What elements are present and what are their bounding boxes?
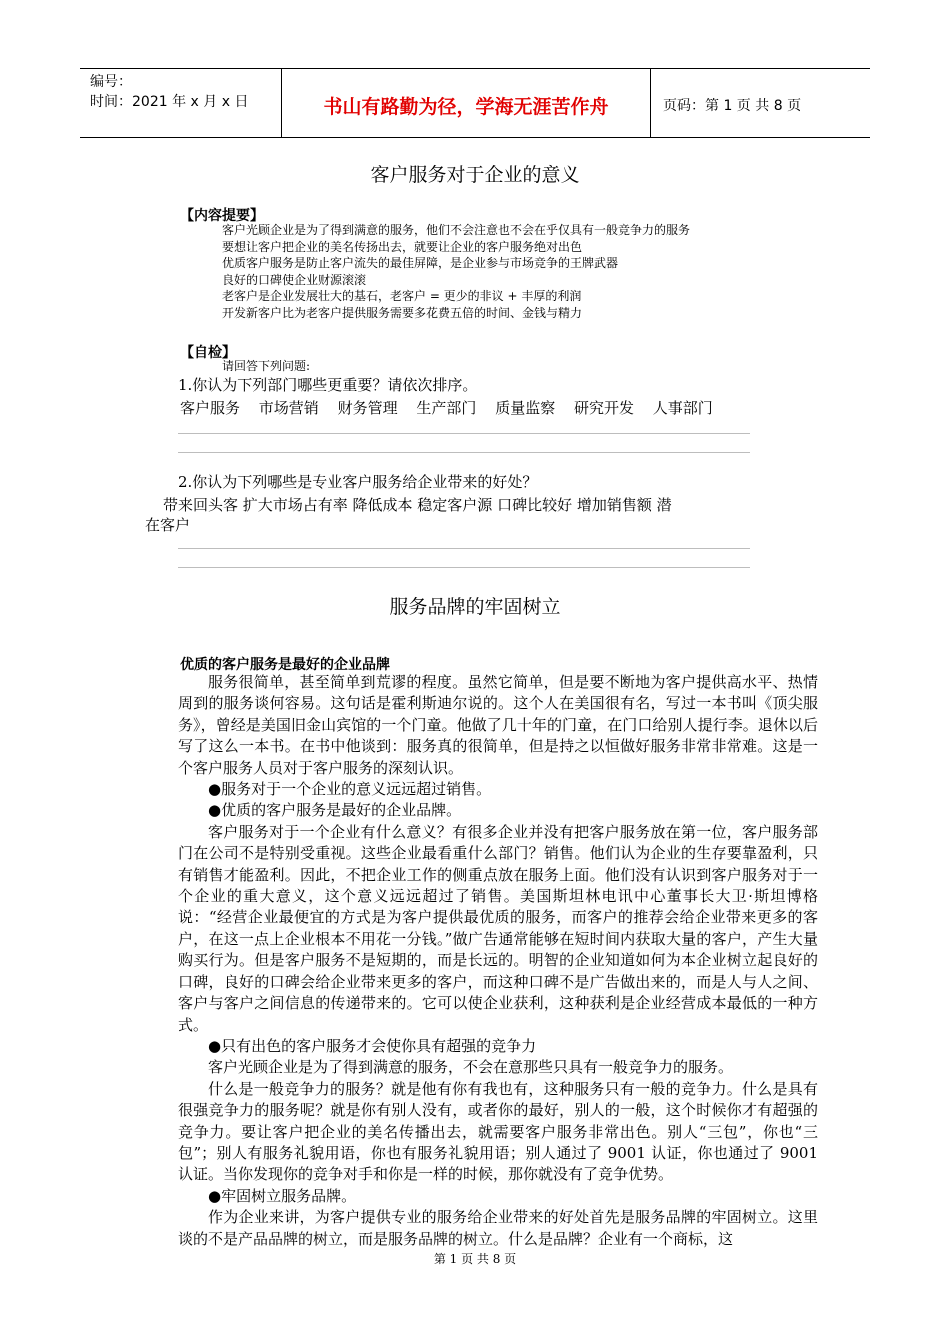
answer-line — [178, 452, 750, 453]
question-2-options: 带来回头客 扩大市场占有率 降低成本 稳定客户源 口碑比较好 增加销售额 潜 — [163, 496, 672, 514]
summary-heading: 【内容提要】 — [180, 208, 264, 224]
header-motto: 书山有路勤为径，学海无涯苦作舟 — [323, 96, 609, 118]
option: 市场营销 — [258, 399, 319, 417]
option: 人事部门 — [652, 399, 713, 417]
option: 质量监察 — [495, 399, 556, 417]
answer-line — [178, 548, 750, 549]
paragraph: 什么是一般竞争力的服务？就是他有你有我也有，这种服务只有一般的竞争力。什么是具有很强竞争力的服务呢？就是你有别人没有，或者你的最好，别人的一般，这个时候你才有超强的竞争力。要让客户把企业的美名传播出去，就需要客户服务非常出色。别人“三包”，你也“三包”；别人有服务礼貌用语，你也有服务礼貌用语；别人通过了 9001 认证，你也通过了 9001 认证。当你发现你的竞争对手和你是一样的时候，那你就没有了竞争优势。 — [178, 1079, 818, 1184]
option: 客户服务 — [180, 399, 241, 417]
page-footer: 第 1 页 共 8 页 — [433, 1252, 517, 1266]
bullet-item: ●优质的客户服务是最好的企业品牌。 — [208, 801, 462, 820]
summary-lines — [222, 222, 690, 321]
selfcheck-heading: 【自检】 — [180, 345, 236, 361]
summary-line: 老客户是企业发展壮大的基石，老客户 = 更少的非议 + 丰厚的利润 — [222, 289, 582, 303]
doc-time-label: 时间：2021 年 x 月 x 日 — [90, 94, 249, 110]
bullet-item: ●服务对于一个企业的意义远远超过销售。 — [208, 780, 492, 799]
option: 财务管理 — [337, 399, 398, 417]
paragraph: 服务很简单，甚至简单到荒谬的程度。虽然它简单，但是要不断地为客户提供高水平、热情周到的服务谈何容易。这句话是霍利斯迪尔说的。这个人在美国很有名，写过一本书叫《顶尖服务》，曾经是美国旧金山宾馆的一个门童。他做了几十年的门童，在门口给别人提行李。退休以后写了这么一本书。在书中他谈到：服务真的很简单，但是持之以恒做好服务非常非常难。这是一个客户服务人员对于客户服务的深刻认识。 — [178, 673, 818, 777]
header-page-info: 页码：第 1 页 共 8 页 — [663, 98, 802, 114]
question-1: 1.你认为下列部门哪些更重要？请依次排序。 — [178, 376, 478, 394]
body-text — [178, 672, 818, 1250]
summary-line: 要想让客户把企业的美名传扬出去，就要让企业的客户服务绝对出色 — [222, 239, 583, 254]
section-title: 服务品牌的牢固树立 — [389, 596, 561, 618]
summary-line: 开发新客户比为老客户提供服务需要多花费五倍的时间、金钱与精力 — [222, 305, 583, 320]
header-table — [80, 68, 870, 138]
header-motto-cell — [282, 69, 651, 137]
answer-line — [178, 567, 750, 568]
option: 研究开发 — [573, 399, 634, 417]
header-page-cell — [651, 69, 870, 137]
answer-line — [178, 433, 750, 434]
paragraph: 作为企业来讲，为客户提供专业的服务给企业带来的好处首先是服务品牌的牢固树立。这里谈的不是产品品牌的树立，而是服务品牌的树立。什么是品牌？企业有一个商标，这 — [178, 1208, 818, 1248]
doc-number-label: 编号： — [90, 74, 132, 90]
header-info-cell — [80, 69, 282, 137]
summary-line: 优质客户服务是防止客户流失的最佳屏障，是企业参与市场竞争的王牌武器 — [222, 256, 619, 270]
selfcheck-prompt: 请回答下列问题: — [222, 359, 311, 373]
paragraph: 客户服务对于一个企业有什么意义？有很多企业并没有把客户服务放在第一位，客户服务部门在公司不是特别受重视。这些企业最看重什么部门？销售。他们认为企业的生存要靠盈利，只有销售才能盈利。因此，不把企业工作的侧重点放在服务上面。他们没有认识到客户服务对于一个企业的重大意义，这个意义远远超过了销售。美国斯坦林电讯中心董事长大卫·斯坦博格说：“经营企业最便宜的方式是为客户提供最优质的服务，而客户的推荐会给企业带来更多的客户，在这一点上企业根本不用花一分钱。”做广告通常能够在短时间内获取大量的客户，产生大量购买行为。但是客户服务不是短期的，而是长远的。明智的企业知道如何为本企业树立起良好的口碑，良好的口碑会给企业带来更多的客户，而这种口碑不是广告做出来的，而是人与人之间、客户与客户之间信息的传递带来的。它可以使企业获利，这种获利是企业经营成本最低的一种方式。 — [178, 822, 818, 1034]
question-1-options — [180, 397, 727, 418]
bullet-item: ●牢固树立服务品牌。 — [208, 1186, 357, 1205]
bullet-item: ●只有出色的客户服务才会使你具有超强的竞争力 — [208, 1036, 537, 1055]
summary-line: 客户光顾企业是为了得到满意的服务，他们不会注意也不会在乎仅具有一般竞争力的服务 — [222, 223, 691, 237]
option: 生产部门 — [416, 399, 477, 417]
question-2: 2.你认为下列哪些是专业客户服务给企业带来的好处？ — [178, 473, 538, 491]
page-title: 客户服务对于企业的意义 — [370, 164, 580, 186]
subsection-heading: 优质的客户服务是最好的企业品牌 — [180, 657, 390, 673]
summary-line: 良好的口碑使企业财源滚滚 — [222, 272, 367, 287]
paragraph: 客户光顾企业是为了得到满意的服务，不会在意那些只具有一般竞争力的服务。 — [208, 1058, 734, 1077]
question-2-options-cont: 在客户 — [145, 516, 191, 534]
